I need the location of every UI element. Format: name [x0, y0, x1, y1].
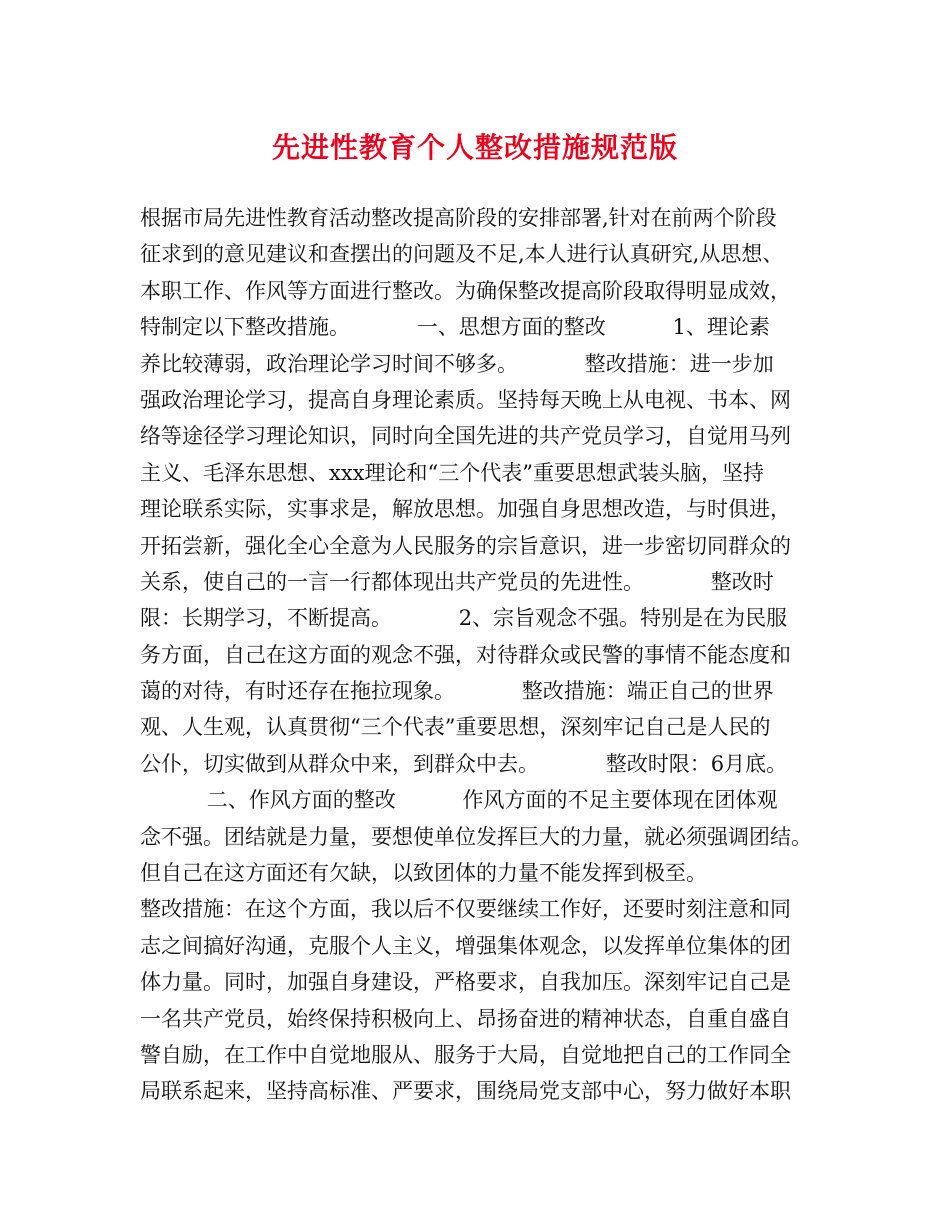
- body-line: 局联系起来，坚持高标准、严要求，围绕局党支部中心，努力做好本职: [140, 1079, 791, 1104]
- body-line: 根据市局先进性教育活动整改提高阶段的安排部署,针对在前两个阶段: [140, 206, 777, 230]
- body-line: 体力量。同时，加强自身建设，严格要求，自我加压。深刻牢记自己是: [140, 970, 791, 995]
- body-line: 整改措施：在这个方面，我以后不仅要继续工作好，还要时刻注意和同: [140, 897, 791, 922]
- body-line: 征求到的意见建议和查摆出的问题及不足,本人进行认真研究,从思想、: [140, 242, 784, 267]
- body-line: 公仆，切实做到从群众中来，到群众中去。 整改时限：6月底。: [140, 751, 788, 776]
- body-line: 主义、毛泽东思想、xxx理论和“三个代表”重要思想武装头脑，坚持: [140, 460, 764, 485]
- body-line: 理论联系实际，实事求是，解放思想。加强自身思想改造，与时俱进，: [140, 497, 791, 522]
- body-line: 强政治理论学习，提高自身理论素质。坚持每天晚上从电视、书本、网: [140, 387, 791, 412]
- body-line: 本职工作、作风等方面进行整改。为确保整改提高阶段取得明显成效，: [140, 278, 791, 303]
- body-line: 特制定以下整改措施。 一、思想方面的整改 1、理论素: [140, 315, 770, 340]
- body-line: 蔼的对待，有时还存在拖拉现象。 整改措施：端正自己的世界: [140, 679, 774, 704]
- body-line: 络等途径学习理论知识，同时向全国先进的共产党员学习，自觉用马列: [140, 424, 791, 449]
- body-line: 警自励，在工作中自觉地服从、服务于大局，自觉地把自己的工作同全: [140, 1042, 791, 1067]
- body-line: 关系，使自己的一言一行都体现出共产党员的先进性。 整改时: [140, 569, 774, 594]
- body-line: 念不强。团结就是力量，要想使单位发挥巨大的力量，就必须强调团结。: [140, 824, 812, 849]
- body-line: 限：长期学习，不断提高。 2、宗旨观念不强。特别是在为民服: [140, 606, 788, 631]
- body-line: 开拓尝新，强化全心全意为人民服务的宗旨意识，进一步密切同群众的: [140, 533, 791, 558]
- document-title: 先进性教育个人整改措施规范版: [271, 131, 678, 164]
- body-line: 一名共产党员，始终保持积极向上、昂扬奋进的精神状态，自重自盛自: [140, 1006, 791, 1031]
- body-line: 志之间搞好沟通，克服个人主义，增强集体观念，以发挥单位集体的团: [140, 933, 791, 958]
- body-line: 务方面，自己在这方面的观念不强，对待群众或民警的事情不能态度和: [140, 642, 791, 667]
- body-line: 养比较薄弱，政治理论学习时间不够多。 整改措施：进一步加: [140, 351, 774, 376]
- body-line: 但自己在这方面还有欠缺，以致团体的力量不能发挥到极至。: [140, 861, 707, 886]
- document-body: [140, 200, 830, 1110]
- body-line: 二、作风方面的整改 作风方面的不足主要体现在团体观: [140, 788, 778, 813]
- body-line: 观、人生观，认真贯彻“三个代表”重要思想，深刻牢记自己是人民的: [140, 715, 771, 740]
